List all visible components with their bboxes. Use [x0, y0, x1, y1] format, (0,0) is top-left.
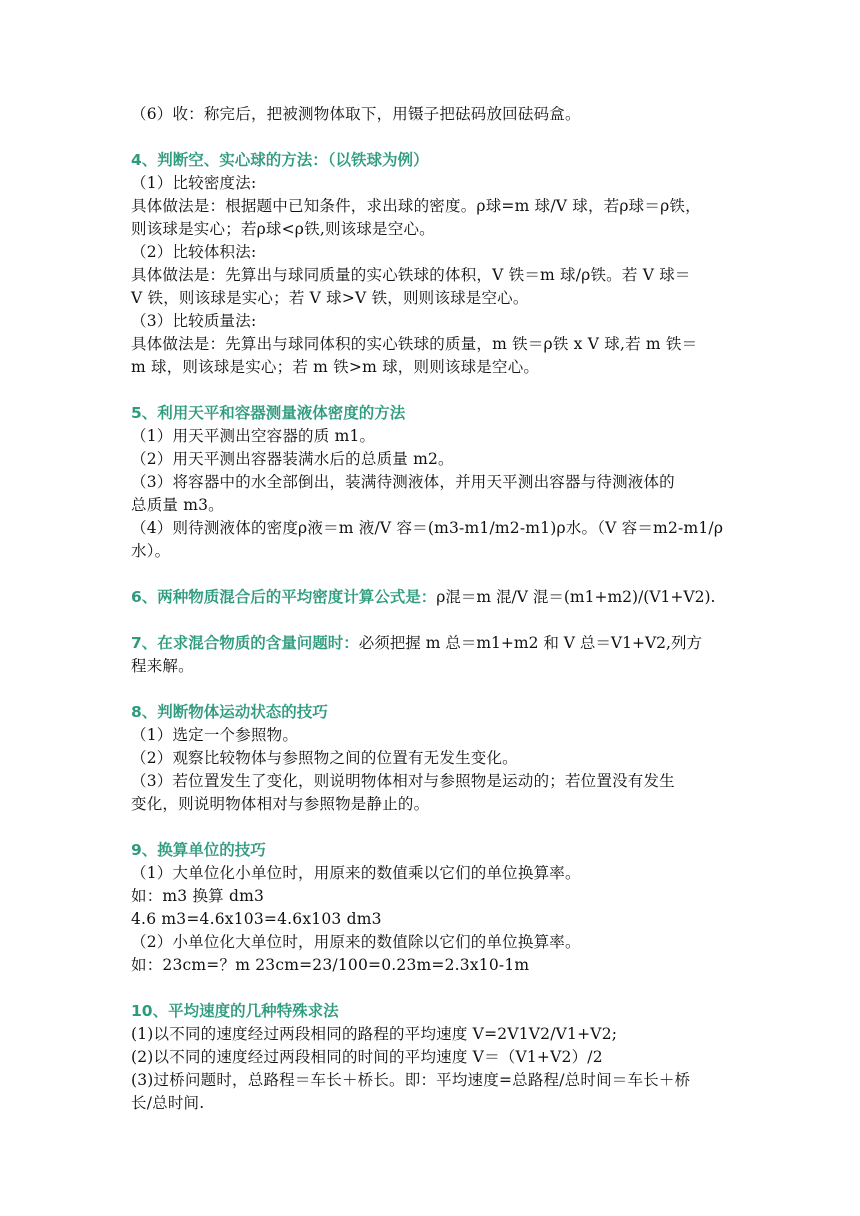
- section-4-line: （3）比较质量法:: [131, 312, 257, 330]
- section-5: [131, 402, 731, 563]
- section-8-title: 8、判断物体运动状态的技巧: [131, 703, 328, 721]
- section-10-title: 10、平均速度的几种特殊求法: [131, 1002, 339, 1020]
- section-7-title: [131, 632, 731, 655]
- section-6-title-text: 6、两种物质混合后的平均密度计算公式是：: [131, 588, 437, 606]
- section-6-formula: ρ混＝m 混/V 混＝(m1+m2)/(V1+V2).: [436, 588, 716, 606]
- section-6: [131, 586, 731, 609]
- section-4-title: 4、判断空、实心球的方法：（以铁球为例）: [131, 151, 429, 169]
- section-10-line: 长/总时间.: [131, 1094, 205, 1112]
- section-4-line: 具体做法是：先算出与球同质量的实心铁球的体积，V 铁＝m 球/ρ铁。若 V 球＝: [131, 266, 691, 284]
- section-7-title-text: 7、在求混合物质的含量问题时：: [131, 634, 359, 652]
- section-4-line: V 铁，则该球是实心；若 V 球>V 铁，则则该球是空心。: [131, 289, 529, 307]
- section-10-line: (2)以不同的速度经过两段相同的时间的平均速度 V＝（V1+V2）/2: [131, 1048, 603, 1066]
- section-7: [131, 632, 731, 678]
- section-5-line: （4）则待测液体的密度ρ液＝m 液/V 容＝(m3-m1/m2-m1)ρ水。（V 容＝m2-m1/ρ: [131, 519, 724, 537]
- section-4: [131, 149, 731, 379]
- section-8-line: 变化，则说明物体相对与参照物是静止的。: [131, 795, 430, 813]
- section-7-text: 必须把握 m 总＝m1+m2 和 V 总＝V1+V2,列方: [358, 634, 702, 652]
- section-4-line: 则该球是实心；若ρ球<ρ铁,则该球是空心。: [131, 220, 435, 238]
- intro-line: （6）收：称完后，把被测物体取下，用镊子把砝码放回砝码盒。: [131, 105, 581, 123]
- section-9-line: （2）小单位化大单位时，用原来的数值除以它们的单位换算率。: [131, 933, 581, 951]
- section-5-line: 总质量 m3。: [131, 496, 224, 514]
- section-4-line: 具体做法是：先算出与球同体积的实心铁球的质量，m 铁＝ρ铁 x V 球,若 m 铁＝: [131, 335, 698, 353]
- document-body: [131, 103, 731, 1115]
- section-6-title: [131, 586, 731, 609]
- section-9-line: （1）大单位化小单位时，用原来的数值乘以它们的单位换算率。: [131, 864, 581, 882]
- section-9-line: 4.6 m3=4.6x103=4.6x103 dm3: [131, 910, 382, 928]
- section-4-line: 具体做法是：根据题中已知条件，求出球的密度。ρ球=m 球/V 球，若ρ球＝ρ铁，: [131, 197, 701, 215]
- section-5-line: 水）。: [131, 542, 171, 560]
- section-10-line: (1)以不同的速度经过两段相同的路程的平均速度 V=2V1V2/V1+V2;: [131, 1025, 618, 1043]
- section-9: [131, 839, 731, 977]
- section-10: [131, 1000, 731, 1115]
- section-10-line: (3)过桥问题时，总路程＝车长＋桥长。即：平均速度=总路程/总时间＝车长＋桥: [131, 1071, 691, 1089]
- section-9-title: 9、换算单位的技巧: [131, 841, 266, 859]
- section-7-line: 程来解。: [131, 657, 194, 675]
- section-5-line: （2）用天平测出容器装满水后的总质量 m2。: [131, 450, 454, 468]
- section-4-line: （1）比较密度法:: [131, 174, 257, 192]
- section-4-line: m 球，则该球是实心；若 m 铁>m 球，则则该球是空心。: [131, 358, 540, 376]
- section-8-line: （2）观察比较物体与参照物之间的位置有无发生变化。: [131, 749, 518, 767]
- section-4-line: （2）比较体积法:: [131, 243, 257, 261]
- section-5-line: （3）将容器中的水全部倒出，装满待测液体，并用天平测出容器与待测液体的: [131, 473, 675, 491]
- section-5-title: 5、利用天平和容器测量液体密度的方法: [131, 404, 406, 422]
- section-8-line: （1）选定一个参照物。: [131, 726, 299, 744]
- section-5-line: （1）用天平测出空容器的质 m1。: [131, 427, 376, 445]
- section-9-line: 如：m3 换算 dm3: [131, 887, 265, 905]
- section-9-line: 如：23cm=？m 23cm=23/100=0.23m=2.3x10-1m: [131, 956, 530, 974]
- section-8: [131, 701, 731, 816]
- section-8-line: （3）若位置发生了变化，则说明物体相对与参照物是运动的；若位置没有发生: [131, 772, 675, 790]
